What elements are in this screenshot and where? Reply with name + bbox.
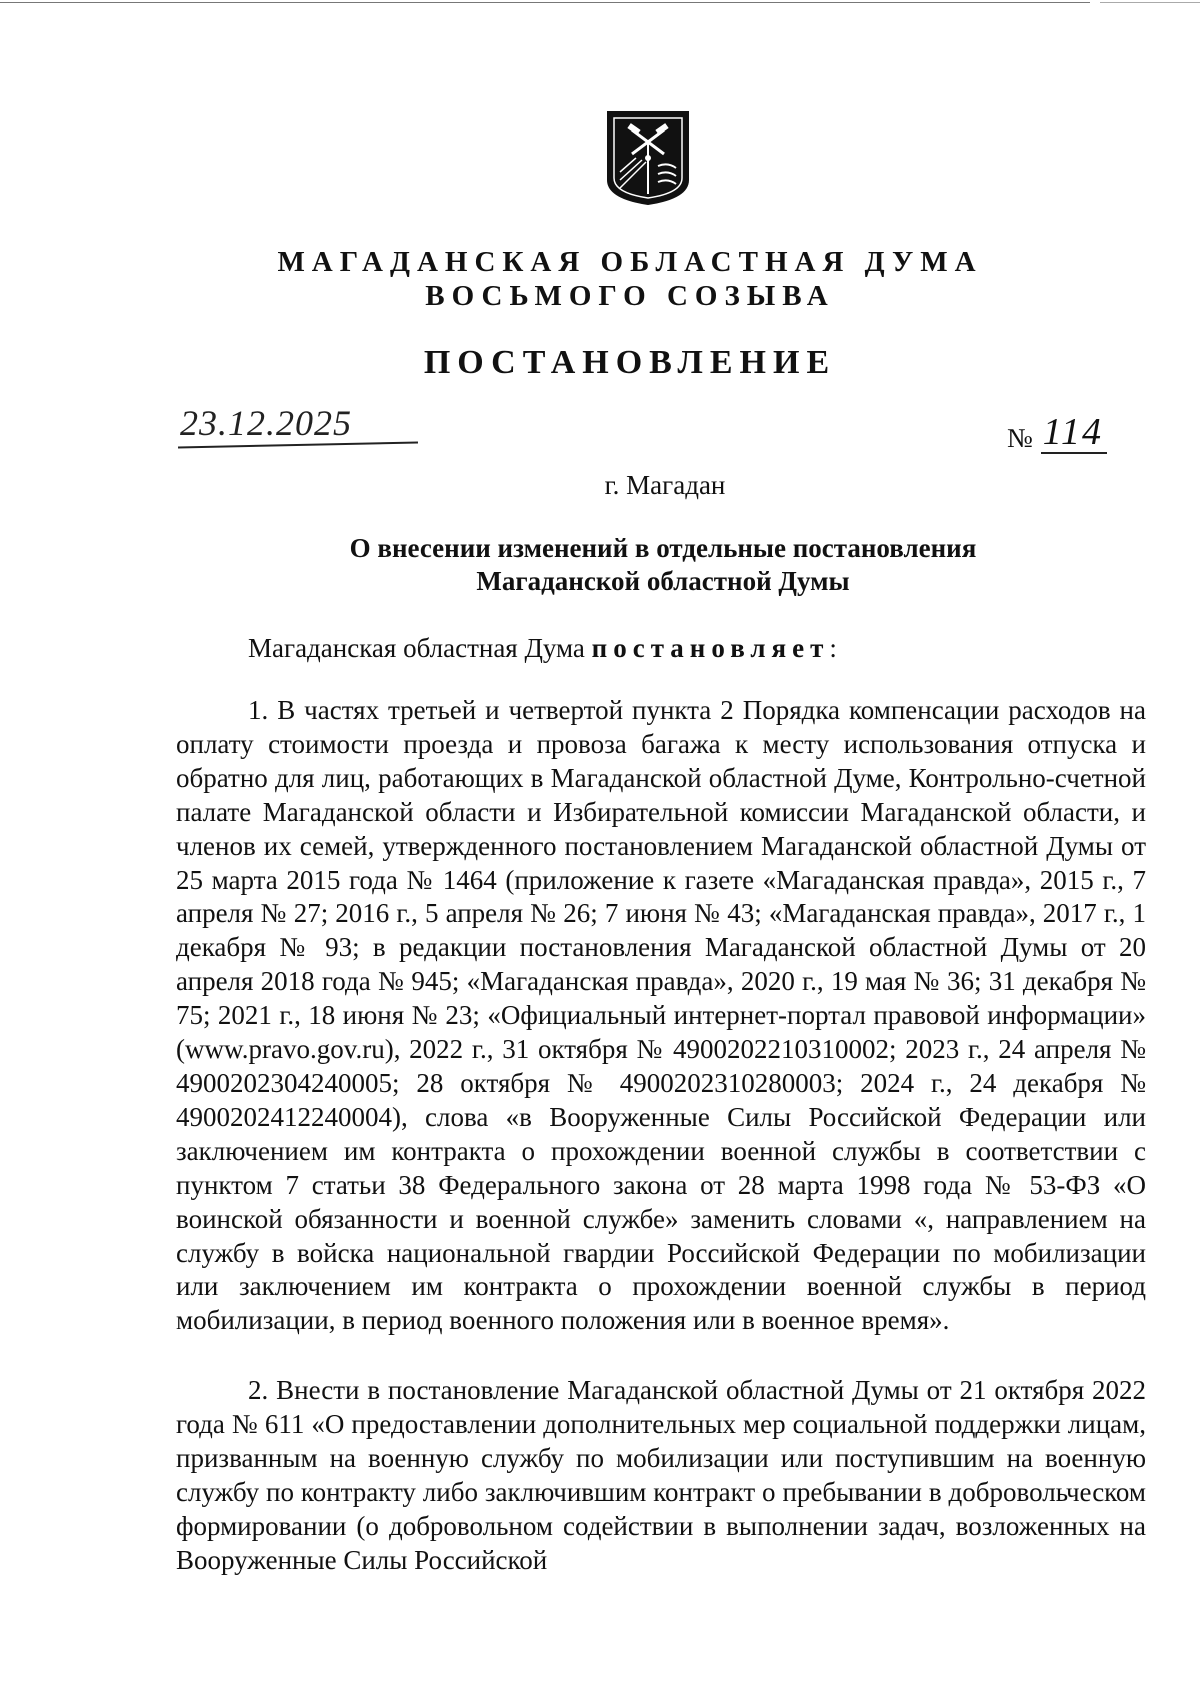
coat-of-arms-icon — [606, 110, 690, 206]
place-of-issue: г. Магадан — [604, 470, 726, 500]
paragraph-1: 1. В частях третьей и четвертой пункта 2 Порядка компенсации расходов на оплату стоимости проезда и провоза багажа к месту использования отпуска и обратно для лиц, работающих в Магаданской областной Думе, Контрольно-счетной палате Магаданской области и Избирательной комиссии Магаданской области, и членов их семей, утвержденного постановлением Магаданской областной Думы от 25 марта 2015 года № 1464 (приложение к газете «Магаданская правда», 2015 г., 7 апреля № 27; 2016 г., 5 апреля № 26; 7 июня № 43; «Магаданская правда», 2017 г., 1 декабря № 93; в редакции постановления Магаданской областной Думы от 20 апреля 2018 года № 945; «Магаданская правда», 2020 г., 19 мая № 36; 31 декабря № 75; 2021 г., 18 июня № 23; «Официальный интернет-портал правовой информации» (www.pravo.gov.ru), 2022 г., 31 октября № 4900202210310002; 2023 г., 24 апреля № 4900202304240005; 28 октября № 4900202310280003; 2024 г., 24 декабря № 4900202412240004), слова «в Вооруженные Силы Российской Федерации или заключением им контракта о прохождении военной службы в соответствии с пунктом 7 статьи 38 Федерального закона от 28 марта 1998 года № 53-ФЗ «О воинской обязанности и военной службе» заменить словами «, направлением на службу в войска национальной гвардии Российской Федерации по мобилизации или заключением им контракта о прохождении военной службы в период мобилизации, в период военного положения или в военное время». — [176, 695, 1146, 1336]
number-prefix: № — [1007, 423, 1033, 453]
scan-edge-line — [0, 2, 1090, 3]
document-date: 23.12.2025 — [180, 403, 352, 443]
intro-text: Магаданская областная Дума — [248, 633, 585, 663]
number-value: 114 — [1041, 412, 1107, 454]
intro-colon: : — [829, 633, 837, 663]
scan-edge-line — [1100, 2, 1200, 3]
document-title — [0, 532, 1200, 598]
resolution-intro — [248, 633, 837, 664]
document-number — [1007, 412, 1107, 454]
convocation: ВОСЬМОГО СОЗЫВА — [425, 280, 835, 312]
intro-decree-word: постановляет — [591, 633, 830, 663]
document-type: ПОСТАНОВЛЕНИЕ — [423, 344, 837, 381]
title-line: Магаданской областной Думы — [476, 566, 850, 596]
paragraph-2: 2. Внести в постановление Магаданской областной Думы от 21 октября 2022 года № 611 «О предоставлении дополнительных мер социальной поддержки лицам, призванным на военную службу по мобилизации или поступившим на военную службу по контракту либо заключившим контракт о пребывании в добровольческом формировании (о добровольном содействии в выполнении задач, возложенных на Вооруженные Силы Российской — [176, 1375, 1146, 1575]
title-line: О внесении изменений в отдельные постановления — [349, 533, 977, 563]
issuing-body-name: МАГАДАНСКАЯ ОБЛАСТНАЯ ДУМА — [277, 246, 983, 278]
